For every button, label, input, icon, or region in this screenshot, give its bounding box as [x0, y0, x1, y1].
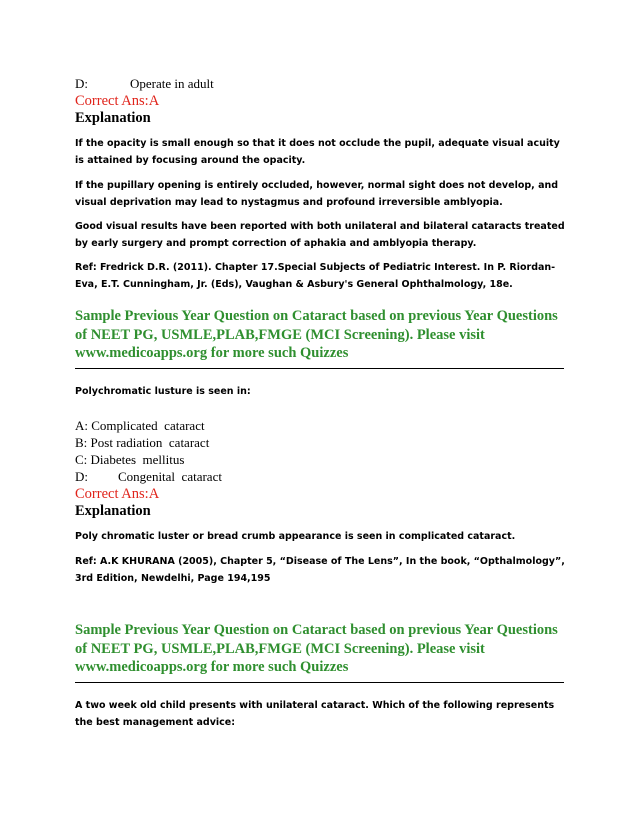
correct-answer: Correct Ans:A	[75, 486, 160, 502]
option-d	[75, 468, 565, 485]
explanation-paragraph: Poly chromatic luster or bread crumb appearance is seen in complicated cataract.	[75, 531, 516, 542]
promo-text: Sample Previous Year Question on Cataract based on previous Year Questions of NEET PG, USMLE,PLAB,FMGE (MCI Screening). Please visit www.medicoapps.org for more such Quizzes	[75, 308, 558, 361]
option-text: Post radiation cataract	[90, 435, 210, 450]
divider	[75, 682, 564, 683]
option-label: C:	[75, 452, 88, 467]
explanation-paragraph: Good visual results have been reported with both unilateral and bilateral cataracts treated by early surgery and prompt correction of aphakia and amblyopia therapy.	[75, 221, 565, 249]
reference: Ref: Fredrick D.R. (2011). Chapter 17.Special Subjects of Pediatric Interest. In P. Riordan-Eva, E.T. Cunningham, Jr. (Eds), Vaughan & Asbury's General Ophthalmology, 18e.	[75, 262, 556, 290]
option-c	[75, 451, 565, 468]
option-text: Complicated cataract	[91, 418, 205, 433]
option-label: D:	[75, 469, 88, 484]
question-stem: A two week old child presents with unilateral cataract. Which of the following represents the best management advice:	[75, 700, 555, 728]
option-label: B:	[75, 435, 88, 450]
option-text: Operate in adult	[130, 76, 214, 91]
option-b	[75, 434, 565, 451]
reference: Ref: A.K KHURANA (2005), Chapter 5, “Disease of The Lens”, In the book, “Opthalmology”, 3rd Edition, Newdelhi, Page 194,195	[75, 556, 565, 584]
explanation-heading: Explanation	[75, 110, 151, 126]
option-text: Diabetes mellitus	[90, 452, 185, 467]
divider	[75, 368, 564, 369]
option-text: Congenital cataract	[118, 469, 222, 484]
question-stem: Polychromatic lusture is seen in:	[75, 386, 251, 397]
option-label: D:	[75, 76, 88, 91]
correct-answer: Correct Ans:A	[75, 93, 160, 109]
option-a	[75, 417, 565, 434]
option-d	[75, 75, 565, 92]
option-label: A:	[75, 418, 88, 433]
explanation-paragraph: If the pupillary opening is entirely occluded, however, normal sight does not develop, and visual deprivation may lead to nystagmus and profound irreversible amblyopia.	[75, 180, 559, 208]
explanation-paragraph: If the opacity is small enough so that it does not occlude the pupil, adequate visual acuity is attained by focusing around the opacity.	[75, 138, 560, 166]
promo-text: Sample Previous Year Question on Cataract based on previous Year Questions of NEET PG, USMLE,PLAB,FMGE (MCI Screening). Please visit www.medicoapps.org for more such Quizzes	[75, 622, 558, 675]
explanation-heading: Explanation	[75, 503, 151, 519]
